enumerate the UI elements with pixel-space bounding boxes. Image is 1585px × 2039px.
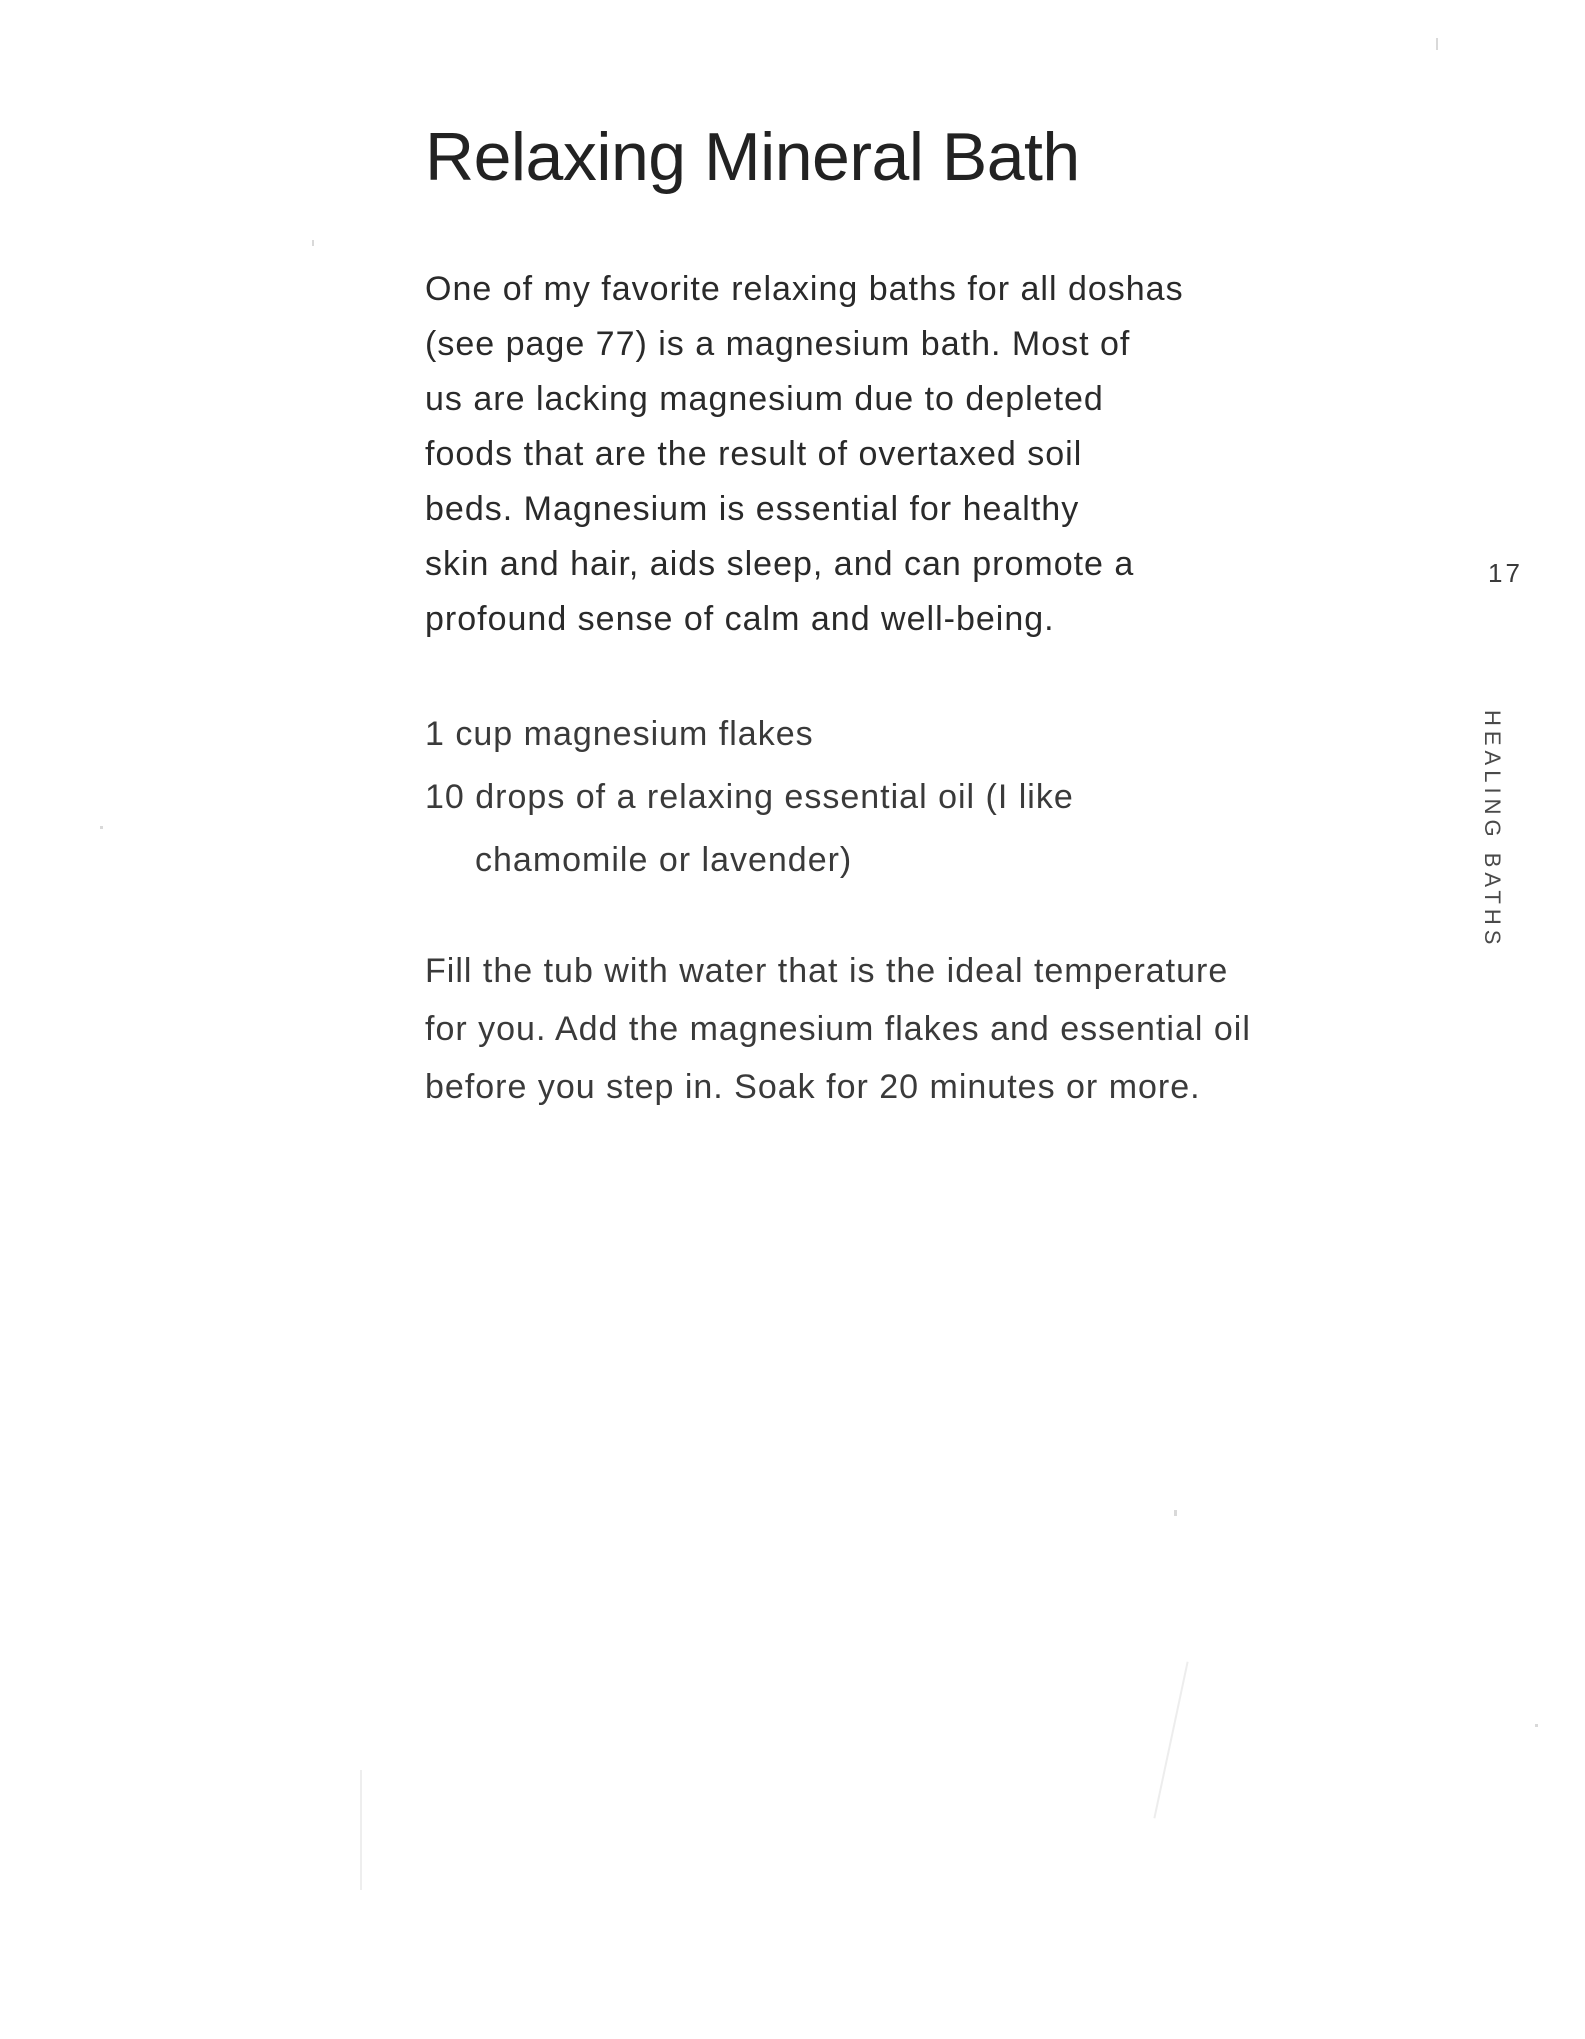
ingredient-text: 10 drops of a relaxing essential oil (I like xyxy=(425,778,1074,816)
scan-mark xyxy=(100,826,103,829)
ingredient-list xyxy=(425,703,1074,892)
directions-line: Fill the tub with water that is the ideal temperature xyxy=(425,952,1229,990)
ingredient-item xyxy=(425,703,1074,766)
ingredient-item xyxy=(425,766,1074,892)
intro-line: us are lacking magnesium due to depleted xyxy=(425,380,1104,418)
page-number: 17 xyxy=(1488,558,1523,588)
intro-line: beds. Magnesium is essential for healthy xyxy=(425,490,1080,528)
intro-paragraph xyxy=(425,262,1385,647)
scan-mark xyxy=(360,1770,362,1890)
scan-mark xyxy=(1174,1510,1177,1516)
ingredient-continuation: chamomile or lavender) xyxy=(475,841,853,879)
scan-mark xyxy=(1535,1724,1538,1727)
intro-line: One of my favorite relaxing baths for all doshas xyxy=(425,270,1184,308)
intro-line: foods that are the result of overtaxed soil xyxy=(425,435,1083,473)
directions-line: before you step in. Soak for 20 minutes or more. xyxy=(425,1068,1201,1106)
scan-mark xyxy=(1436,38,1438,50)
scan-mark xyxy=(1153,1662,1188,1819)
directions-line: for you. Add the magnesium flakes and essential oil xyxy=(425,1010,1251,1048)
intro-line: (see page 77) is a magnesium bath. Most of xyxy=(425,325,1131,363)
intro-line: profound sense of calm and well-being. xyxy=(425,600,1055,638)
directions-paragraph xyxy=(425,942,1251,1116)
ingredient-text: 1 cup magnesium flakes xyxy=(425,715,814,753)
intro-line: skin and hair, aids sleep, and can promote a xyxy=(425,545,1135,583)
scan-mark xyxy=(312,240,314,246)
running-section-label: HEALING BATHS xyxy=(1480,710,1505,950)
page-title: Relaxing Mineral Bath xyxy=(425,119,1080,195)
